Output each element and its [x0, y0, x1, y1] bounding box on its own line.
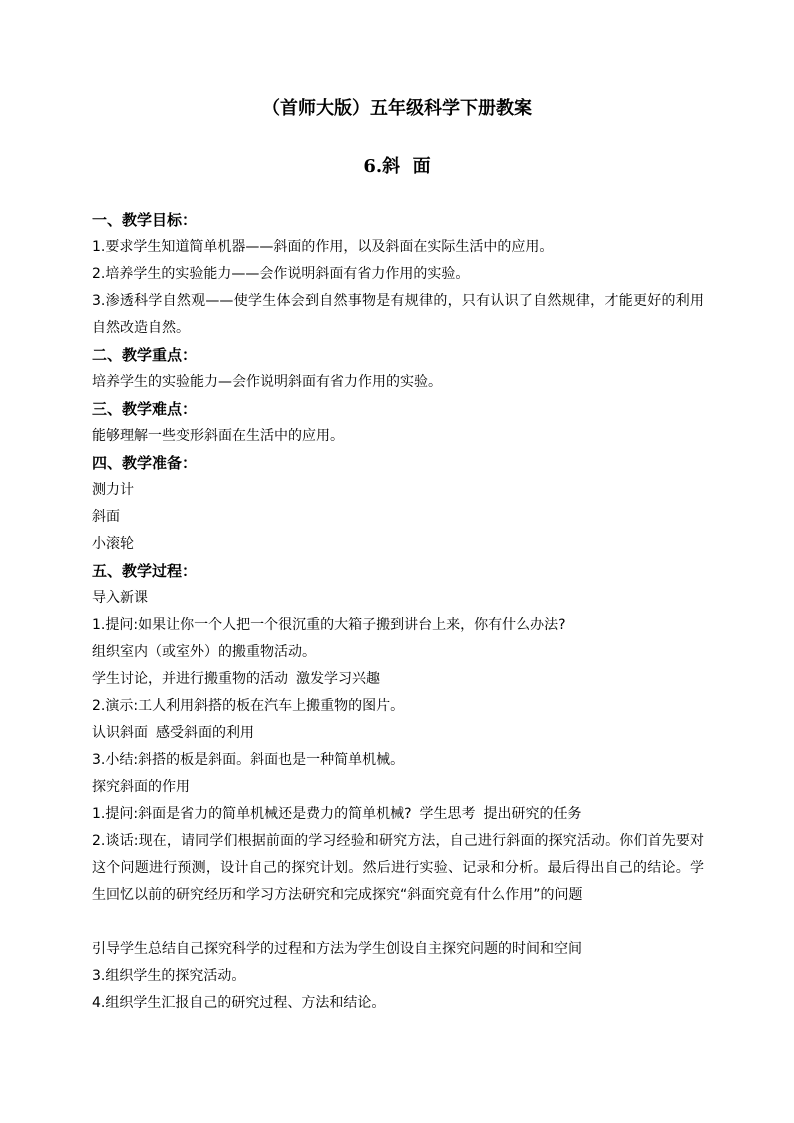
- objective-item-3: 3.渗透科学自然观——使学生体会到自然事物是有规律的，只有认识了自然规律，才能更好的利用自然改造自然。: [92, 293, 704, 336]
- section-heading-objectives: 一、教学目标：: [92, 211, 198, 229]
- process-line-2: 1.提问:如果让你一个人把一个很沉重的大箱子搬到讲台上来，你有什么办法?: [92, 617, 566, 633]
- process-line-11: 引导学生总结自己探究科学的过程和方法为学生创设自主探究问题的时间和空间: [92, 941, 582, 957]
- process-line-9b: 学生思考: [419, 806, 476, 822]
- preparation-item-2: 斜面: [92, 509, 120, 525]
- process-line-4: [92, 666, 704, 693]
- process-line-8: 探究斜面的作用: [92, 779, 190, 795]
- process-line-13: 4.组织学生汇报自己的研究过程、方法和结论。: [92, 995, 386, 1011]
- process-line-6a: 认识斜面: [92, 725, 148, 741]
- objective-item-2: 2.培养学生的实验能力——会作说明斜面有省力作用的实验。: [92, 266, 470, 282]
- process-line-7: 3.小结:斜搭的板是斜面。斜面也是一种简单机械。: [92, 752, 405, 768]
- process-line-5: 2.演示:工人利用斜搭的板在汽车上搬重物的图片。: [92, 698, 405, 714]
- process-line-4a: 学生讨论，并进行搬重物的活动: [92, 671, 288, 687]
- section-heading-process: 五、教学过程：: [92, 562, 198, 580]
- preparation-item-3: 小滚轮: [92, 536, 134, 552]
- process-line-12: 3.组织学生的探究活动。: [92, 968, 246, 984]
- process-line-6: [92, 720, 704, 747]
- lesson-title: 6.斜 面: [363, 156, 431, 177]
- objective-item-1: 1.要求学生知道简单机器——斜面的作用，以及斜面在实际生活中的应用。: [92, 239, 554, 255]
- key-point-item-1: 培养学生的实验能力—会作说明斜面有省力作用的实验。: [92, 374, 442, 390]
- section-heading-preparation: 四、教学准备：: [92, 454, 198, 472]
- process-line-4b: 激发学习兴趣: [296, 671, 380, 687]
- process-line-6b: 感受斜面的利用: [156, 725, 254, 741]
- document-title: （首师大版）五年级科学下册教案: [262, 98, 532, 119]
- difficulty-item-1: 能够理解一些变形斜面在生活中的应用。: [92, 428, 344, 444]
- process-line-9a: 1.提问:斜面是省力的简单机械还是费力的简单机械?: [92, 806, 412, 822]
- process-line-9c: 提出研究的任务: [483, 806, 582, 822]
- process-line-10: 2.谈话:现在，请同学们根据前面的学习经验和研究方法，自己进行斜面的探究活动。你们首先要对这个问题进行预测，设计自己的探究计划。然后进行实验、记录和分析。最后得出自己的结论。学生回忆以前的研究经历和学习方法研究和完成探究“斜面究竟有什么作用”的问题: [92, 833, 704, 903]
- section-heading-difficulties: 三、教学难点：: [92, 400, 198, 418]
- document-body: [92, 207, 704, 1017]
- process-line-9: [92, 801, 704, 828]
- section-heading-key-points: 二、教学重点：: [92, 346, 198, 364]
- process-line-3: 组织室内（或室外）的搬重物活动。: [92, 644, 316, 660]
- preparation-item-1: 测力计: [92, 482, 134, 498]
- process-line-1: 导入新课: [92, 590, 148, 606]
